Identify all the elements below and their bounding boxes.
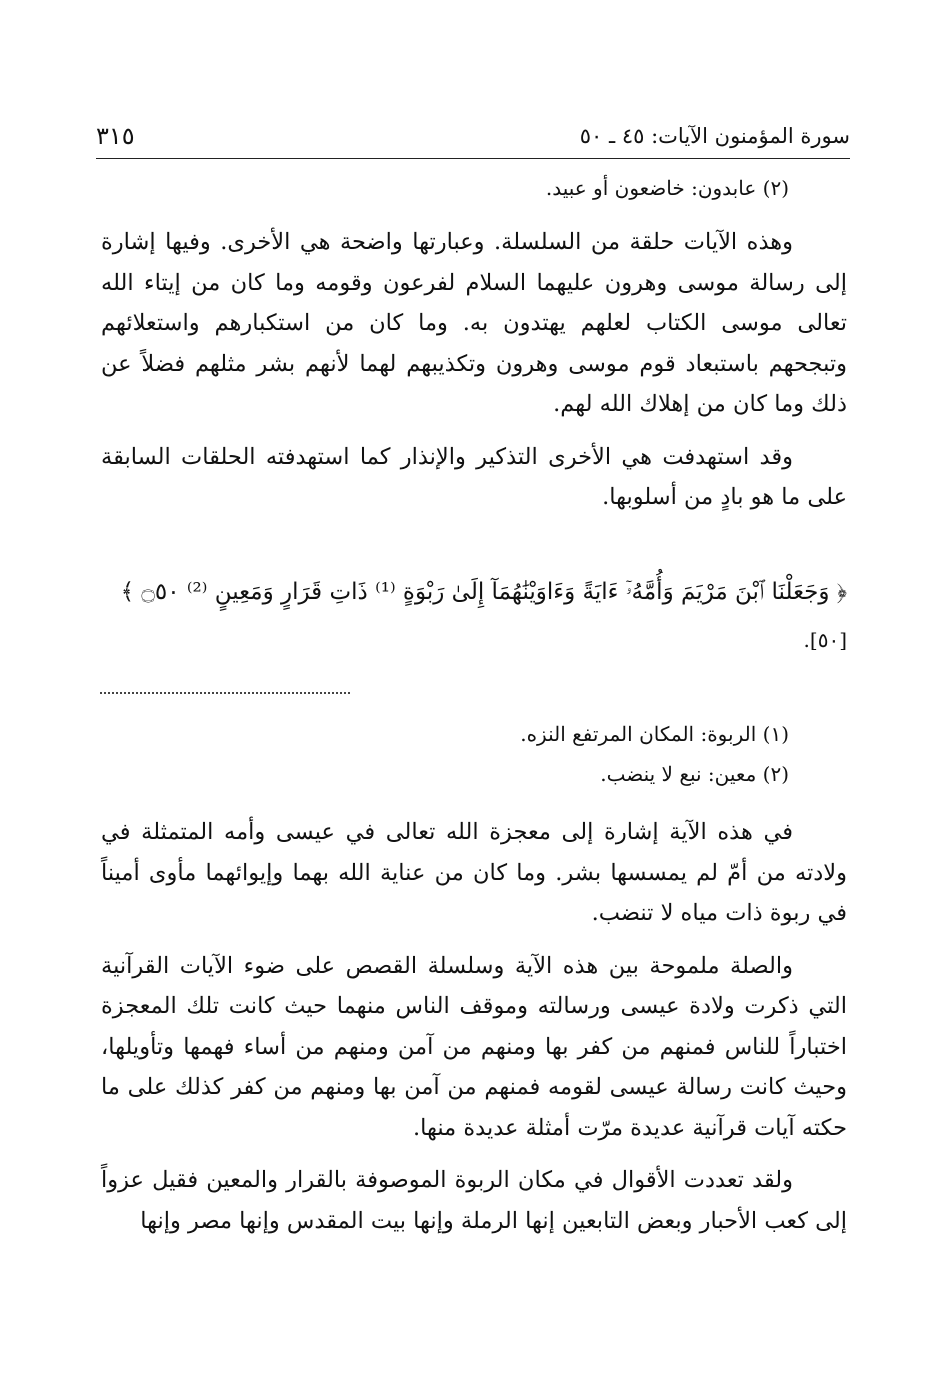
footnote: (٢) معين: نبع لا ينضب. bbox=[600, 762, 789, 786]
paragraph: ولقد تعددت الأقوال في مكان الربوة الموصوفة بالقرار والمعين فقيل عزواً إلى كعب الأحبار وبعض التابعين إنها الرملة وإنها بيت المقدس وإنها مصر وإنها bbox=[101, 1167, 847, 1234]
page-header bbox=[96, 118, 850, 159]
quran-verse bbox=[101, 572, 847, 660]
paragraph: والصلة ملموحة بين هذه الآية وسلسلة القصص على ضوء الآيات القرآنية التي ذكرت ولادة عيسى ورسالته وموقف الناس منهما حيث كانت تلك المعجزة اختباراً للناس فمنهم من كفر بها ومنهم من آمن ومنهم من أساء فهمها وتأويلها، وحيث كانت رسالة عيسى لقومه فمنهم من آمن بها ومنهم من كفر كذلك على ما حكته آيات قرآنية عديدة مرّت أمثلة عديدة منها. bbox=[101, 952, 847, 1141]
footnote-divider bbox=[100, 692, 350, 694]
page-number: ٣١٥ bbox=[96, 122, 135, 150]
running-title: سورة المؤمنون الآيات: ٤٥ ـ ٥٠ bbox=[579, 124, 850, 148]
paragraph-group-b bbox=[101, 812, 847, 1241]
paragraph-group-a bbox=[101, 222, 847, 518]
verse-text: ﴿ وَجَعَلْنَا ٱبْنَ مَرْيَمَ وَأُمَّهُۥٓ ءَايَةً وَءَاوَيْنَٰهُمَآ إِلَىٰ رَبْوَةٍ ⁽¹⁾ ذَاتِ قَرَارٍ وَمَعِينٍ ⁽²⁾ ۝٥٠ ﴾ bbox=[120, 579, 847, 605]
footnote-top: (٢) عابدون: خاضعون أو عبيد. bbox=[545, 176, 789, 200]
paragraph: وهذه الآيات حلقة من السلسلة. وعبارتها واضحة هي الأخرى. وفيها إشارة إلى رسالة موسى وهرون عليهما السلام لفرعون وقومه وما كان من إيتاء الله تعالى موسى الكتاب لعلهم يهتدون به. وما كان من استكبارهم واستعلائهم وتبجحهم باستبعاد قوم موسى وهرون وتكذيبهم لهما لأنهم بشر مثلهم فضلاً عن ذلك وما كان من إهلاك الله لهم. bbox=[101, 229, 847, 417]
footnotes-mid bbox=[43, 714, 847, 794]
footnote: (١) الربوة: المكان المرتفع النزه. bbox=[520, 722, 789, 746]
paragraph: في هذه الآية إشارة إلى معجزة الله تعالى في عيسى وأمه المتمثلة في ولادته من أمّ لم يمسسها بشر. وما كان من عناية الله بهما وإيوائهما مأوى أميناً في ربوة ذات مياه لا تنضب. bbox=[101, 819, 847, 926]
paragraph: وقد استهدفت هي الأخرى التذكير والإنذار كما استهدفته الحلقات السابقة على ما هو بادٍ من أسلوبها. bbox=[101, 443, 847, 510]
verse-reference: [٥٠]. bbox=[803, 628, 847, 652]
